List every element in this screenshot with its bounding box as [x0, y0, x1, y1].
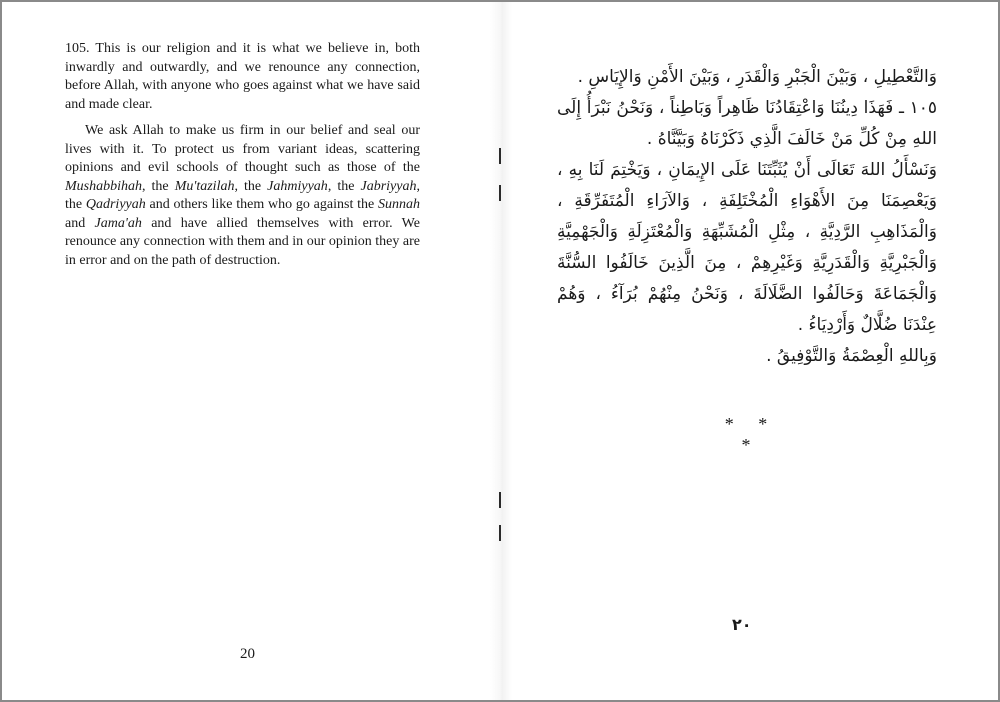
left-page — [2, 2, 499, 700]
page-number-right: ٢٠ — [732, 615, 752, 634]
english-text-block — [65, 40, 420, 278]
arabic-paragraph-105: ١٠٥ ـ فَهَذَا دِينُنَا وَاعْتِقَادُنَا ظَاهِراً وَبَاطِناً ، وَنَحْنُ نَبْرَأُ إِلَى اللهِ مِنْ كُلِّ مَنْ خَالَفَ الَّذِي ذَكَرْنَاهُ وَبَيَّنَّاهُ . — [557, 98, 937, 149]
binding-mark — [499, 525, 501, 541]
binding-mark — [499, 492, 501, 508]
arabic-paragraph-supplication: وَنَسْأَلُ اللهَ تَعَالَى أَنْ يُثَبِّتَنَا عَلَى الإِيمَانِ ، وَيَخْتِمَ لَنَا بِهِ ، وَيَعْصِمَنَا مِنَ الأَهْوَاءِ الْمُخْتَلِفَةِ ، وَالآرَاءِ الْمُتَفَرِّقَةِ ، وَالْمَذَاهِبِ الرَّدِيَّةِ ، مِثْلِ الْمُشَبِّهَةِ وَالْمُعْتَزِلَةِ وَالْجَهْمِيَّةِ وَالْجَبْرِيَّةِ وَالْقَدَرِيَّةِ وَغَيْرِهِمْ ، مِنَ الَّذِينَ خَالَفُوا السُّنَّةَ وَالْجَمَاعَةَ وَحَالَفُوا الضَّلَالَةَ ، وَنَحْنُ مِنْهُمْ بُرَآءُ ، وَهُمْ عِنْدَنَا ضُلَّالٌ وَأَرْدِيَاءُ . — [557, 160, 937, 335]
arabic-paragraph-closing: وَبِاللهِ الْعِصْمَةُ وَالتَّوْفِيقُ . — [766, 346, 937, 366]
arabic-text-block — [557, 62, 937, 372]
section-ornament: * * * — [724, 414, 778, 455]
arabic-paragraph-continuation: وَالتَّعْطِيلِ ، وَبَيْنَ الْجَبْرِ وَالْقَدَرِ ، وَبَيْنَ الأَمْنِ وَالإِيَاسِ . — [577, 67, 937, 87]
binding-mark — [499, 148, 501, 164]
english-paragraph-supplication: We ask Allah to make us firm in our belief and seal our lives with it. To protect us from variant ideas, scattering opinions and evil schools of thought such as those of the Mushabbihah, the Mu'tazilah, the Jahmiyyah, the Jabriyyah, the Qadriyyah and others like them who go against the Sunnah and Jama'ah and have allied themselves with error. We renounce any connection with them and in our opinion they are in error and on the path of destruction. — [65, 123, 420, 268]
page-number-left: 20 — [240, 646, 255, 662]
binding-mark — [499, 185, 501, 201]
english-paragraph-105: 105. This is our religion and it is what we believe in, both inwardly and outwardly, and we renounce any connection, before Allah, with anyone who goes against what we have said and made clear. — [65, 41, 420, 112]
right-page — [499, 2, 998, 700]
